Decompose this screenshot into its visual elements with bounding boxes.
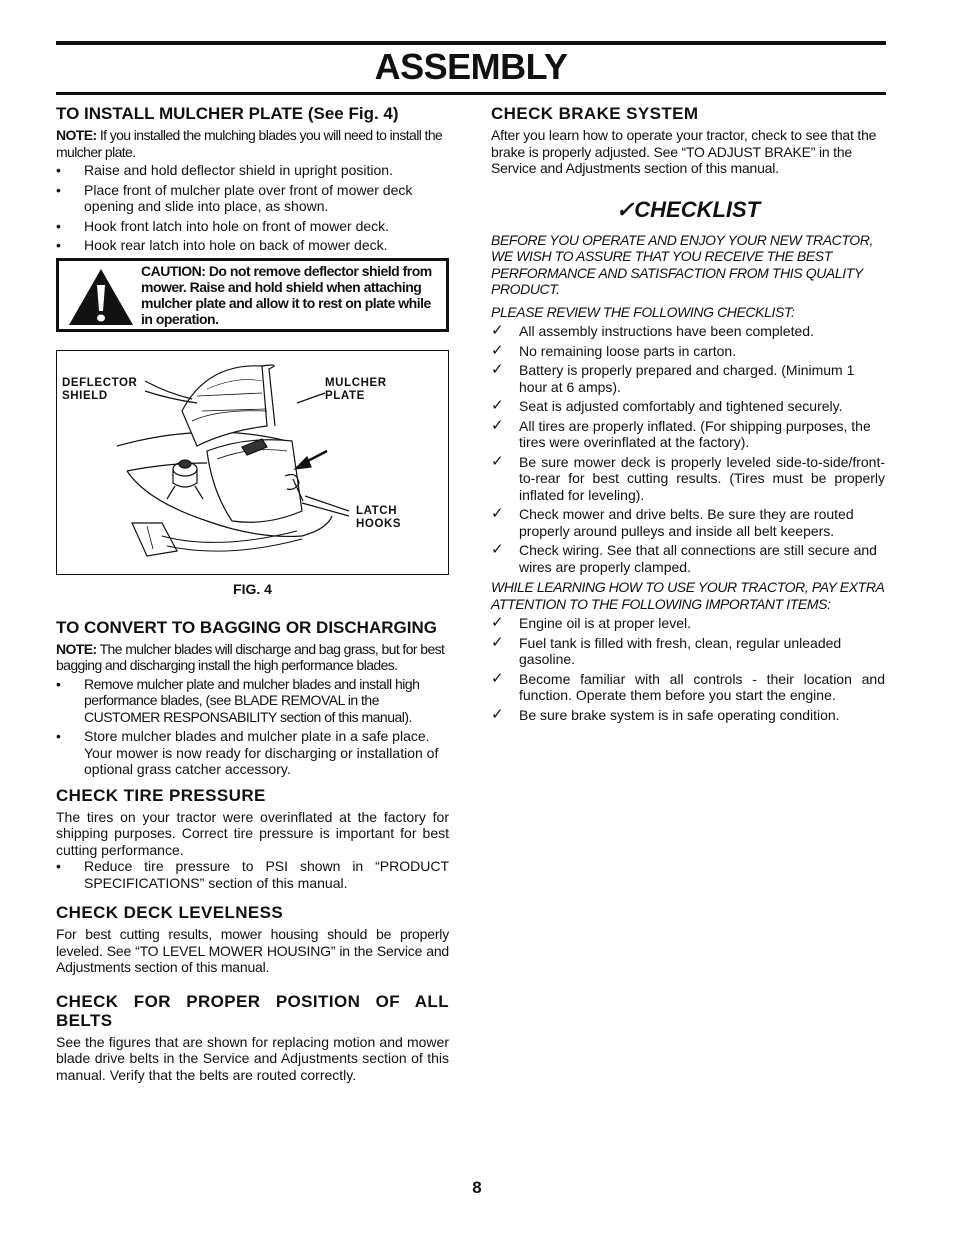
tire-text: The tires on your tractor were overinflated at the factory for shipping purposes. Correct tire pressure is important for best cutting performance. — [56, 808, 449, 858]
item-text: Be sure mower deck is properly leveled side-to-side/front-to-rear for best cutting results. (Tires must be properly inflated for leveling). — [519, 453, 885, 503]
step-text: Hook rear latch into hole on back of mower deck. — [84, 237, 388, 253]
checklist-review: PLEASE REVIEW THE FOLLOWING CHECKLIST: — [491, 303, 795, 320]
step-text: Hook front latch into hole on front of mower deck. — [84, 217, 390, 234]
mulcher-plate-label: MULCHER PLATE — [325, 376, 387, 402]
check-icon: ✓ — [491, 322, 504, 339]
left-column — [56, 104, 449, 1083]
convert-steps — [56, 676, 449, 778]
belts-heading: CHECK FOR PROPER POSITION OF ALL BELTS — [56, 991, 449, 1030]
step-text: Remove mulcher plate and mulcher blades and install high performance blades, (see BLADE REMOVAL in the CUSTOMER RESPONSABILITY section of this manual). — [84, 675, 420, 725]
step-text: Place front of mulcher plate over front of mower deck opening and slide into place, as shown. — [84, 181, 413, 214]
checklist-item — [491, 635, 885, 668]
item-text: All assembly instructions have been completed. — [519, 323, 814, 339]
list-item — [56, 237, 449, 254]
check-icon: ✓ — [491, 452, 504, 470]
bullet: • — [56, 181, 61, 198]
checklist-item — [491, 671, 885, 704]
item-text: Battery is properly prepared and charged. (Minimum 1 hour at 6 amps). — [519, 362, 855, 395]
checklist-learning: WHILE LEARNING HOW TO USE YOUR TRACTOR, PAY EXTRA ATTENTION TO THE FOLLOWING IMPORTANT ITEMS: — [491, 579, 884, 612]
checklist-item — [491, 506, 885, 539]
checklist-title: ✓CHECKLIST — [615, 196, 761, 222]
checklist-item — [491, 398, 885, 415]
brake-text: After you learn how to operate your tractor, check to see that the brake is properly adjusted. See “TO ADJUST BRAKE” in the Service and Adjustments section of this manual. — [491, 127, 877, 176]
caution-box — [56, 258, 449, 332]
check-icon: ✓ — [491, 669, 504, 687]
step-text: Raise and hold deflector shield in upright position. — [84, 162, 393, 178]
convert-section — [56, 618, 449, 778]
convert-heading: TO CONVERT TO BAGGING OR DISCHARGING — [56, 617, 437, 637]
convert-note — [56, 641, 449, 674]
step-text: Reduce tire pressure to PSI shown in “PRODUCT SPECIFICATIONS” section of this manual. — [84, 858, 449, 891]
page-title: ASSEMBLY — [374, 46, 568, 87]
checklist-item — [491, 707, 885, 724]
belts-section — [56, 992, 449, 1084]
checklist-item — [491, 418, 885, 451]
check-icon: ✓ — [491, 633, 504, 651]
checklist-items — [491, 323, 885, 575]
checklist-item — [491, 323, 885, 340]
tire-steps — [56, 858, 449, 891]
list-item — [56, 218, 449, 235]
check-icon: ✓ — [491, 361, 504, 378]
right-column — [491, 104, 885, 726]
bullet: • — [56, 858, 61, 874]
deck-heading: CHECK DECK LEVELNESS — [56, 903, 284, 922]
item-text: Become familiar with all controls - their location and function. Operate them before you start the engine. — [519, 670, 885, 703]
checklist-intro: BEFORE YOU OPERATE AND ENJOY YOUR NEW TRACTOR, WE WISH TO ASSURE THAT YOU RECEIVE THE BEST PERFORMANCE AND SATISFACTION FROM THIS QUALITY PRODUCT. — [491, 231, 873, 297]
bullet: • — [56, 162, 61, 178]
deck-text: For best cutting results, mower housing should be properly leveled. See “TO LEVEL MOWER HOUSING” in the Service and Adjustments section of this manual. — [56, 926, 449, 975]
note-text: If you installed the mulching blades you will need to install the mulcher plate. — [56, 127, 443, 160]
check-icon: ✓ — [491, 341, 504, 359]
check-icon: ✓ — [491, 416, 504, 434]
title-rule — [56, 92, 886, 95]
checklist-items-2 — [491, 615, 885, 723]
caution-text: CAUTION: Do not remove deflector shield from mower. Raise and hold shield when attaching mulcher plate and allow it to rest on plate while in operation. — [141, 262, 432, 327]
note-label: NOTE: — [56, 640, 97, 657]
brake-heading: CHECK BRAKE SYSTEM — [491, 104, 699, 123]
item-text: No remaining loose parts in carton. — [519, 342, 737, 359]
item-text: Be sure brake system is in safe operating condition. — [519, 706, 840, 723]
list-item — [56, 858, 449, 891]
item-text: Check wiring. See that all connections are still secure and wires are properly clamped. — [519, 542, 877, 575]
item-text: Check mower and drive belts. Be sure they are routed properly around pulleys and inside all belt keepers. — [519, 506, 854, 539]
mulcher-note — [56, 127, 449, 160]
check-icon: ✓ — [491, 614, 504, 631]
note-label: NOTE: — [56, 127, 97, 143]
figure-4 — [56, 350, 449, 575]
check-icon: ✓ — [491, 541, 504, 558]
top-rule — [56, 41, 886, 45]
item-text: All tires are properly inflated. (For shipping purposes, the tires were overinflated at the factory). — [519, 417, 871, 450]
checklist-item — [491, 343, 885, 360]
figure-caption: FIG. 4 — [233, 580, 272, 597]
checklist-item — [491, 362, 885, 395]
page-number: 8 — [472, 1178, 482, 1197]
list-item — [56, 728, 449, 778]
note-text: The mulcher blades will discharge and bag grass, but for best bagging and discharging install the high performance blades. — [56, 640, 445, 673]
deck-section — [56, 903, 449, 976]
item-text: Seat is adjusted comfortably and tightened securely. — [519, 398, 843, 414]
step-text: Store mulcher blades and mulcher plate in a safe place. Your mower is now ready for discharging or installation of optional grass catcher accessory. — [84, 728, 439, 777]
bullet: • — [56, 237, 61, 253]
check-icon: ✓ — [491, 505, 504, 522]
check-icon: ✓ — [491, 705, 504, 723]
item-text: Fuel tank is filled with fresh, clean, regular unleaded gasoline. — [519, 634, 842, 667]
warning-icon — [67, 267, 135, 327]
checklist-item — [491, 542, 885, 575]
list-item — [56, 182, 449, 215]
tire-heading: CHECK TIRE PRESSURE — [56, 785, 266, 805]
list-item — [56, 676, 449, 726]
check-icon: ✓ — [491, 397, 504, 414]
mulcher-steps — [56, 162, 449, 254]
checklist-item — [491, 454, 885, 504]
item-text: Engine oil is at proper level. — [519, 615, 691, 631]
bullet: • — [56, 217, 61, 234]
list-item — [56, 162, 449, 179]
deflector-shield-label: DEFLECTOR SHIELD — [62, 376, 138, 402]
latch-hooks-label: LATCH HOOKS — [356, 504, 402, 530]
bullet: • — [56, 728, 61, 744]
belts-text: See the figures that are shown for replacing motion and mower blade drive belts in the Service and Adjustments section of this manual. Verify that the belts are routed correctly. — [56, 1033, 449, 1083]
tire-section — [56, 786, 449, 892]
checklist-item — [491, 615, 885, 632]
mulcher-heading: TO INSTALL MULCHER PLATE (See Fig. 4) — [56, 104, 399, 123]
bullet: • — [56, 675, 61, 692]
